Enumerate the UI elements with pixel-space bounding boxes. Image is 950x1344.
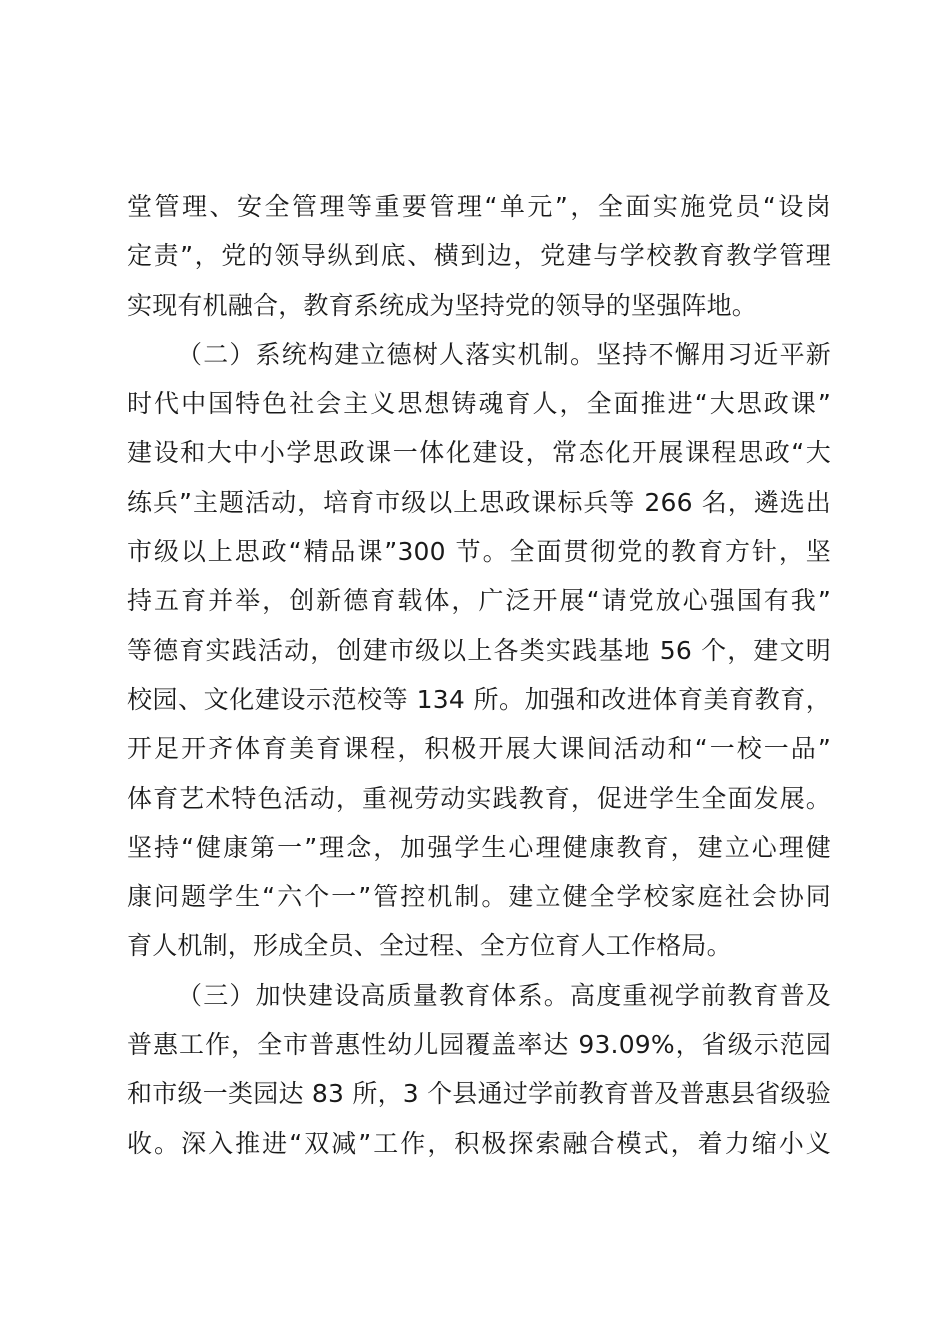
text-line: 收。深入推进“双减”工作，积极探索融合模式，着力缩小义 <box>127 1128 831 1158</box>
text-line: 堂管理、安全管理等重要管理“单元”，全面实施党员“设岗 <box>127 192 831 221</box>
text-line: 实现有机融合，教育系统成为坚持党的领导的坚强阵地。 <box>127 290 758 320</box>
text-line: 建设和大中小学思政课一体化建设，常态化开展课程思政“大 <box>127 438 831 468</box>
text-line: 等德育实践活动，创建市级以上各类实践基地 56 个，建文明 <box>127 635 831 665</box>
text-line: 坚持“健康第一”理念，加强学生心理健康教育，建立心理健 <box>127 832 831 862</box>
text-line: 康问题学生“六个一”管控机制。建立健全学校家庭社会协同 <box>127 882 831 912</box>
text-line: 体育艺术特色活动，重视劳动实践教育，促进学生全面发展。 <box>127 783 831 813</box>
section-heading-line: （三）加快建设高质量教育体系。高度重视学前教育普及 <box>177 980 831 1010</box>
text-line: 时代中国特色社会主义思想铸魂育人，全面推进“大思政课” <box>127 389 831 419</box>
text-line: 练兵”主题活动，培育市级以上思政课标兵等 266 名，遴选出 <box>127 487 831 517</box>
text-line: 定责”，党的领导纵到底、横到边，党建与学校教育教学管理 <box>127 241 831 271</box>
text-line: 市级以上思政“精品课”300 节。全面贯彻党的教育方针，坚 <box>127 537 831 567</box>
text-line: 校园、文化建设示范校等 134 所。加强和改进体育美育教育， <box>127 684 831 714</box>
text-line: 和市级一类园达 83 所，3 个县通过学前教育普及普惠县省级验 <box>127 1079 831 1109</box>
text-line: 普惠工作，全市普惠性幼儿园覆盖率达 93.09%，省级示范园 <box>127 1030 831 1060</box>
section-heading-line: （二）系统构建立德树人落实机制。坚持不懈用习近平新 <box>177 339 831 369</box>
text-line: 持五育并举，创新德育载体，广泛开展“请党放心强国有我” <box>127 586 831 616</box>
text-line: 开足开齐体育美育课程，积极开展大课间活动和“一校一品” <box>127 734 831 764</box>
body-text <box>127 182 831 1168</box>
text-line: 育人机制，形成全员、全过程、全方位育人工作格局。 <box>127 931 732 961</box>
